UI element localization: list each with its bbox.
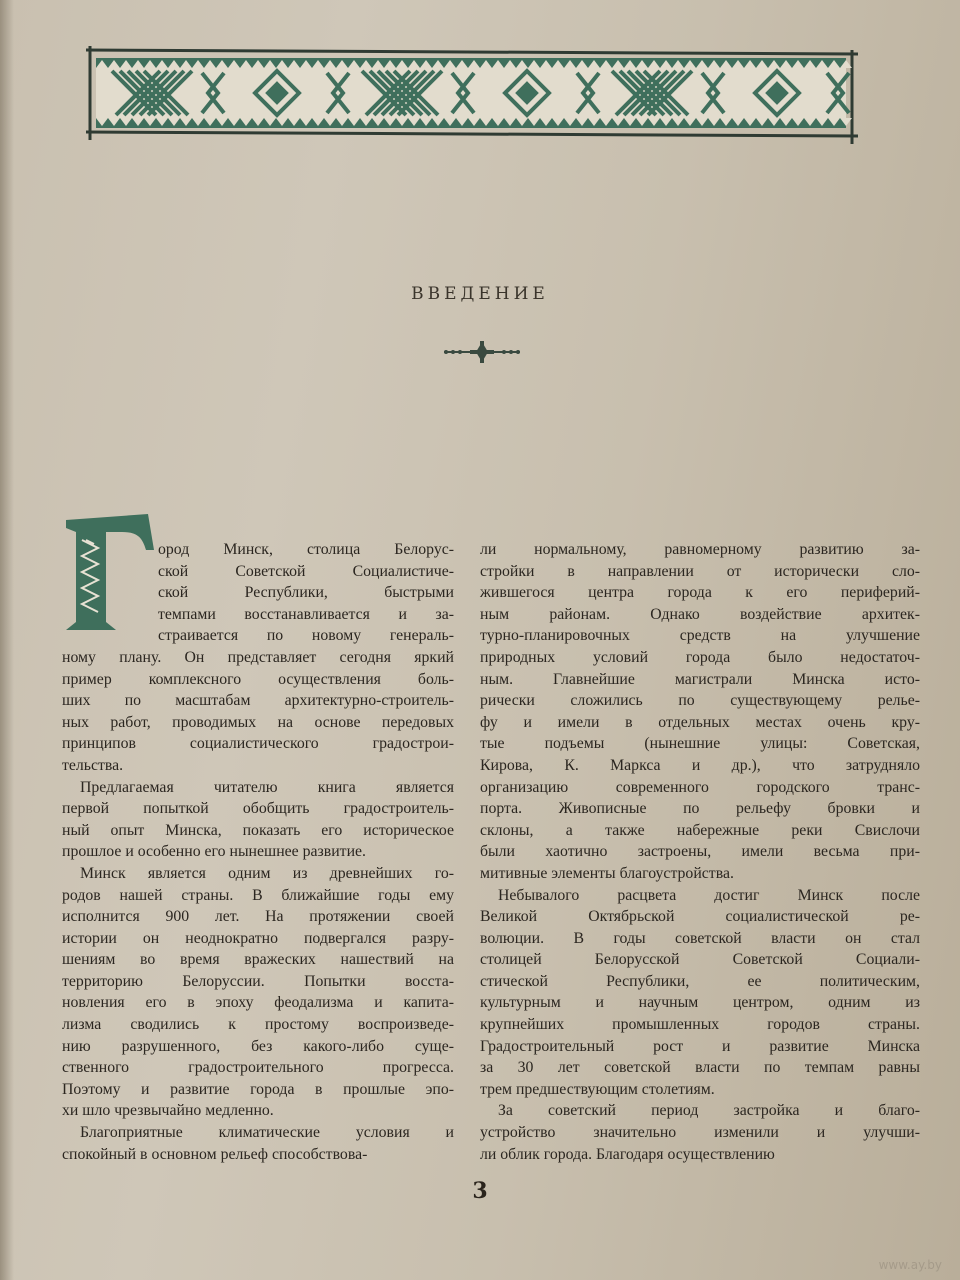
text-line: ному плану. Он представляет сегодня яркий <box>62 648 454 666</box>
text-line: темпами восстанавливается и за- <box>158 605 454 623</box>
text-line: родов нашей страны. В ближайшие годы ему <box>62 886 454 904</box>
text-line: за 30 лет советской власти по темпам равны <box>480 1059 920 1077</box>
text-line: Кирова, К. Маркса и др.), что затрудняло <box>480 756 920 774</box>
text-line: культурным и научным центром, одним из <box>480 994 920 1012</box>
text-line: ли облик города. Благодаря осуществлению <box>480 1145 775 1163</box>
text-line: склоны, а также набережные реки Свислочи <box>480 821 920 839</box>
text-line: первой попыткой обобщить градостроитель- <box>62 800 454 818</box>
text-line: Предлагаемая читателю книга является <box>80 778 454 796</box>
text-line: пример комплексного осуществления боль- <box>62 670 454 688</box>
text-line: истории он неоднократно подвергался разру- <box>62 929 454 947</box>
page-number: 3 <box>472 1178 488 1204</box>
text-line: ный опыт Минска, показать его историческое <box>62 821 454 839</box>
text-line: митивные элементы благоустройства. <box>480 864 734 882</box>
text-line: Градостроительный рост и развитие Минска <box>480 1037 920 1055</box>
page-gutter-shadow <box>0 0 14 1280</box>
text-line: фу и имели в отдельных местах очень кру- <box>480 713 920 731</box>
ornament-pattern <box>96 60 852 126</box>
text-line: устройство значительно изменили и улучши- <box>480 1124 920 1142</box>
text-line: ской Советской Социалистиче- <box>158 562 454 580</box>
text-line: турно-планировочных средств на улучшение <box>480 627 920 645</box>
text-line: стройки в направлении от исторически сло- <box>480 562 920 580</box>
left-column <box>62 539 454 1165</box>
text-line: ли нормальному, равномерному развитию за- <box>480 541 920 558</box>
right-column <box>480 539 920 1165</box>
text-line: крупнейших промышленных городов страны. <box>480 1016 920 1034</box>
text-line: жившегося центра города к его периферий- <box>480 584 920 602</box>
text-line: Поэтому и развитие города в прошлые эпо- <box>62 1080 454 1098</box>
text-line: ород Минск, столица Белорус- <box>158 541 454 558</box>
fleuron-divider-icon <box>440 340 524 364</box>
text-line: За советский период застройка и благо- <box>498 1102 920 1120</box>
text-line: Великой Октябрьской социалистической ре- <box>480 908 920 926</box>
text-line: порта. Живописные по рельефу бровки и <box>480 800 920 818</box>
text-line: новления его в эпоху феодализма и капита- <box>62 994 454 1012</box>
text-line: столицей Белорусской Советской Социали- <box>480 951 920 969</box>
text-line: страивается по новому генераль- <box>158 627 454 645</box>
text-line: тельства. <box>62 756 124 774</box>
text-line: ных работ, проводимых на основе передовых <box>62 713 454 731</box>
text-line: спокойный в основном рельеф способствова- <box>62 1145 368 1163</box>
text-line: тые подъемы (нынешние улицы: Советская, <box>480 735 920 753</box>
text-line: принципов социалистического градострои- <box>62 735 454 753</box>
text-line: Благоприятные климатические условия и <box>80 1124 454 1142</box>
text-line: рически сложились по существующему релье- <box>480 692 920 710</box>
text-line: шениям во время вражеских нашествий на <box>62 951 454 969</box>
text-line: ской Республики, быстрыми <box>158 584 454 602</box>
text-line: организацию современного городского транс- <box>480 778 920 796</box>
page-title: ВВЕДЕНИЕ <box>411 284 549 304</box>
text-line: Небывалого расцвета достиг Минск после <box>498 886 920 904</box>
text-line: трем предшествующим столетиям. <box>480 1080 715 1098</box>
text-line: ным. Главнейшие магистрали Минска исто- <box>480 670 920 688</box>
text-line: ственного градостроительного прогресса. <box>62 1059 454 1077</box>
text-line: ших по масштабам архитектурно-строитель- <box>62 692 454 710</box>
text-line: лизма сводились к простому воспроизведе- <box>62 1016 454 1034</box>
text-line: территорию Белоруссии. Попытки восста- <box>62 972 454 990</box>
text-line: прошлое и особенно его нынешнее развитие. <box>62 843 366 861</box>
text-line: Минск является одним из древнейших го- <box>80 864 454 882</box>
text-line: исполнится 900 лет. На протяжении своей <box>62 908 454 926</box>
text-line: хи шло чрезвычайно медленно. <box>62 1102 274 1120</box>
watermark: www.ay.by <box>878 1258 942 1272</box>
ornament-band <box>82 44 860 144</box>
text-line: стической Республики, ее политическим, <box>480 972 920 990</box>
text-line: волюции. В годы советской власти он стал <box>480 929 920 947</box>
text-line: ным районам. Однако воздействие архитек- <box>480 605 920 623</box>
text-line: природных условий города было недостаточ- <box>480 648 920 666</box>
text-line: нию разрушенного, без какого-либо суще- <box>62 1037 454 1055</box>
text-line: были хаотично застроены, имели весьма при- <box>480 843 920 861</box>
